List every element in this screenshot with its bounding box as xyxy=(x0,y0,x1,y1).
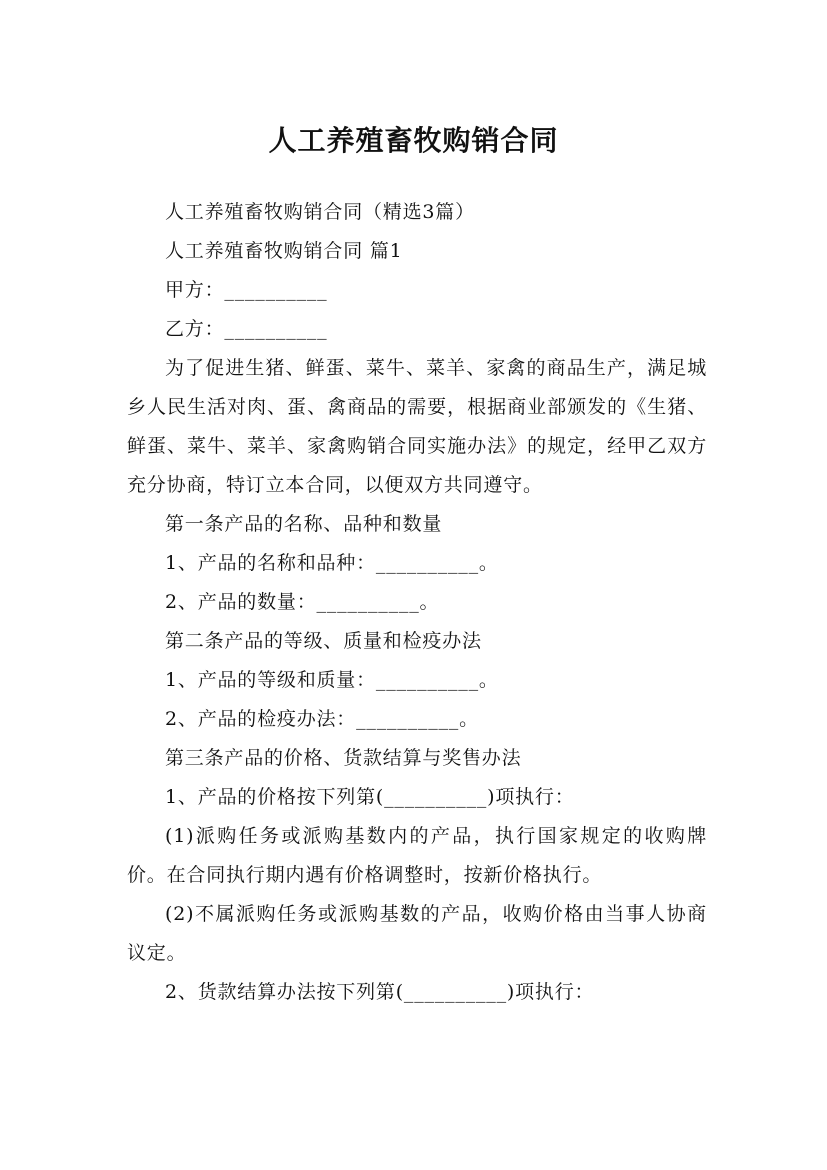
paragraph-party-a: 甲方：__________ xyxy=(165,279,328,301)
paragraph-party-b: 乙方：__________ xyxy=(165,318,328,340)
document-body xyxy=(127,193,707,1012)
paragraph-section-heading: 人工养殖畜牧购销合同 篇1 xyxy=(165,240,403,262)
paragraph-subtitle: 人工养殖畜牧购销合同（精选3篇） xyxy=(165,201,475,223)
document-title: 人工养殖畜牧购销合同 xyxy=(268,123,559,157)
paragraph-article-3-sub-1: (1)派购任务或派购基数内的产品，执行国家规定的收购牌价。在合同执行期内遇有价格调整时，按新价格执行。 xyxy=(127,825,707,886)
paragraph-article-2-item-2: 2、产品的检疫办法：__________。 xyxy=(165,708,479,730)
paragraph-article-2-item-1: 1、产品的等级和质量：__________。 xyxy=(165,669,499,691)
paragraph-article-2: 第二条产品的等级、质量和检疫办法 xyxy=(165,630,482,652)
paragraph-article-1: 第一条产品的名称、品种和数量 xyxy=(165,513,443,535)
paragraph-preamble: 为了促进生猪、鲜蛋、菜牛、菜羊、家禽的商品生产，满足城乡人民生活对肉、蛋、禽商品的需要，根据商业部颁发的《生猪、鲜蛋、菜牛、菜羊、家禽购销合同实施办法》的规定，经甲乙双方充分协商，特订立本合同，以便双方共同遵守。 xyxy=(127,357,707,496)
paragraph-article-3-item-2: 2、货款结算办法按下列第(__________)项执行： xyxy=(165,981,595,1003)
paragraph-article-3-item-1: 1、产品的价格按下列第(__________)项执行： xyxy=(165,786,575,808)
paragraph-article-1-item-2: 2、产品的数量：__________。 xyxy=(165,591,440,613)
paragraph-article-3: 第三条产品的价格、货款结算与奖售办法 xyxy=(165,747,522,769)
paragraph-article-3-sub-2: (2)不属派购任务或派购基数的产品，收购价格由当事人协商议定。 xyxy=(127,903,707,964)
paragraph-article-1-item-1: 1、产品的名称和品种：__________。 xyxy=(165,552,499,574)
